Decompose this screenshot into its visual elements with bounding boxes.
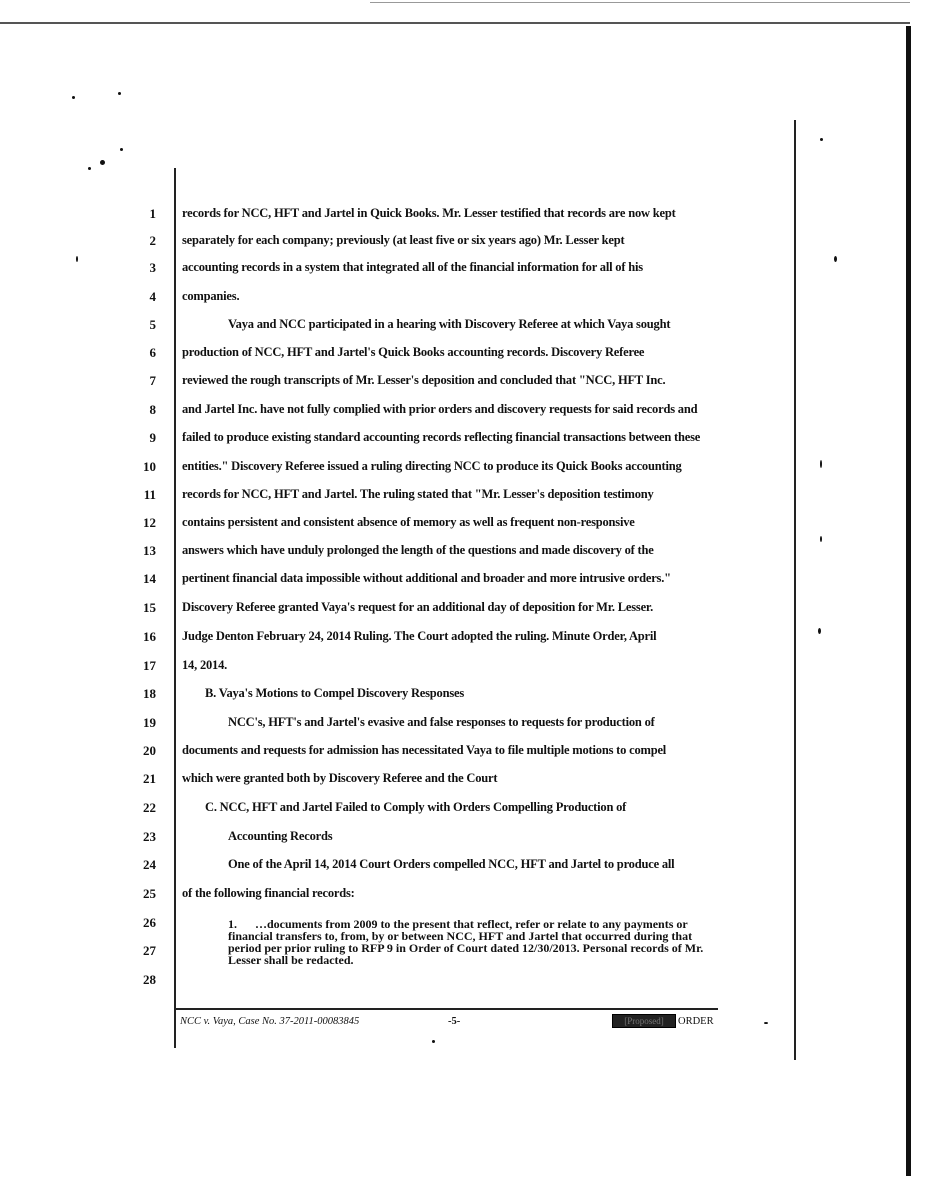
- section-heading: C. NCC, HFT and Jartel Failed to Comply with Orders Compelling Production of: [205, 800, 627, 814]
- line-number: 13: [143, 543, 156, 558]
- line-number: 14: [143, 571, 156, 586]
- line-number: 21: [143, 771, 156, 786]
- body-line: 14, 2014.: [182, 658, 228, 672]
- body-line: records for NCC, HFT and Jartel. The ruling stated that "Mr. Lesser's deposition testimony: [182, 487, 654, 501]
- footer-order-label: ORDER: [678, 1015, 714, 1027]
- line-number: 24: [143, 857, 156, 872]
- line-number: 25: [143, 886, 156, 901]
- footer-case-caption: NCC v. Vaya, Case No. 37-2011-00083845: [180, 1016, 360, 1027]
- body-line: which were granted both by Discovery Referee and the Court: [182, 771, 498, 785]
- line-number: 1: [149, 206, 156, 221]
- line-number: 22: [143, 800, 156, 815]
- scan-speck: [88, 167, 91, 170]
- body-line: contains persistent and consistent absence of memory as well as frequent non-responsive: [182, 515, 635, 529]
- body-line: separately for each company; previously (at least five or six years ago) Mr. Lesser kept: [182, 233, 625, 247]
- body-line: failed to produce existing standard accounting records reflecting financial transactions between these: [182, 430, 701, 444]
- body-line: and Jartel Inc. have not fully complied with prior orders and discovery requests for said records and: [182, 402, 698, 416]
- redacted-label: [Proposed]: [612, 1014, 676, 1028]
- scan-speck: [432, 1040, 435, 1043]
- scan-speck: [100, 160, 105, 165]
- body-line: companies.: [182, 289, 240, 303]
- body-line: entities." Discovery Referee issued a ruling directing NCC to produce its Quick Books accounting: [182, 459, 682, 473]
- section-heading: B. Vaya's Motions to Compel Discovery Responses: [205, 686, 465, 700]
- scan-speck: [72, 96, 75, 99]
- line-number: 5: [149, 317, 156, 332]
- line-number: 6: [149, 345, 156, 360]
- body-line: records for NCC, HFT and Jartel in Quick Books. Mr. Lesser testified that records are now kept: [182, 206, 676, 220]
- scan-top-rule: [0, 22, 910, 24]
- block-quote: [228, 918, 718, 966]
- scan-edge-rule: [370, 2, 910, 3]
- line-number: 8: [149, 402, 156, 417]
- line-number: 9: [149, 430, 156, 445]
- line-number: 3: [149, 260, 156, 275]
- line-number: 18: [143, 686, 156, 701]
- body-line: documents and requests for admission has necessitated Vaya to file multiple motions to compel: [182, 743, 667, 757]
- scan-speck: [818, 628, 821, 634]
- scan-speck: [76, 256, 78, 262]
- line-number: 15: [143, 600, 156, 615]
- body-line: Vaya and NCC participated in a hearing with Discovery Referee at which Vaya sought: [228, 317, 671, 331]
- line-number: 26: [143, 915, 156, 930]
- line-number: 20: [143, 743, 156, 758]
- body-line: NCC's, HFT's and Jartel's evasive and false responses to requests for production of: [228, 715, 655, 729]
- scan-speck: [120, 148, 123, 151]
- body-line: pertinent financial data impossible without additional and broader and more intrusive orders.": [182, 571, 671, 585]
- quote-number: 1.: [228, 917, 237, 931]
- line-number: 11: [143, 487, 156, 502]
- right-margin-rule: [794, 120, 796, 1060]
- line-number: 28: [143, 972, 156, 987]
- body-line: of the following financial records:: [182, 886, 355, 900]
- body-line: answers which have unduly prolonged the length of the questions and made discovery of the: [182, 543, 654, 557]
- body-line: reviewed the rough transcripts of Mr. Lesser's deposition and concluded that "NCC, HFT Inc.: [182, 373, 666, 387]
- line-number: 19: [143, 715, 156, 730]
- scan-speck: [118, 92, 121, 95]
- scan-speck: [834, 256, 837, 262]
- line-number: 16: [143, 629, 156, 644]
- line-number: 4: [149, 289, 156, 304]
- line-number: 27: [143, 943, 156, 958]
- body-line: accounting records in a system that integrated all of the financial information for all of his: [182, 260, 643, 274]
- scan-speck: [820, 536, 822, 542]
- body-line: production of NCC, HFT and Jartel's Quick Books accounting records. Discovery Referee: [182, 345, 645, 359]
- body-line: One of the April 14, 2014 Court Orders compelled NCC, HFT and Jartel to produce all: [228, 857, 675, 871]
- line-number: 17: [143, 658, 156, 673]
- scan-speck: [764, 1022, 768, 1024]
- line-number: 7: [149, 373, 156, 388]
- scan-speck: [820, 138, 823, 141]
- footer-title: [612, 1014, 714, 1028]
- line-number: 23: [143, 829, 156, 844]
- line-number: 2: [149, 233, 156, 248]
- footer-page-number: -5-: [448, 1016, 461, 1027]
- section-heading-cont: Accounting Records: [228, 829, 333, 843]
- body-line: Discovery Referee granted Vaya's request for an additional day of deposition for Mr. Lesser.: [182, 600, 654, 614]
- line-number: 12: [143, 515, 156, 530]
- footer-rule: [176, 1008, 718, 1010]
- scan-speck: [820, 460, 822, 468]
- quote-text: …documents from 2009 to the present that reflect, refer or relate to any payments or financial transfers to, from, by or between NCC, HFT and Jartel that occurred during that period per prior ruling to RFP 9 in Order of Court dated 12/30/2013. Personal records of Mr. Lesser shall be redacted.: [228, 917, 704, 967]
- line-number: 10: [143, 459, 156, 474]
- scan-right-edge: [906, 26, 911, 1176]
- left-margin-rule: [174, 168, 176, 1048]
- body-line: Judge Denton February 24, 2014 Ruling. The Court adopted the ruling. Minute Order, April: [182, 629, 657, 643]
